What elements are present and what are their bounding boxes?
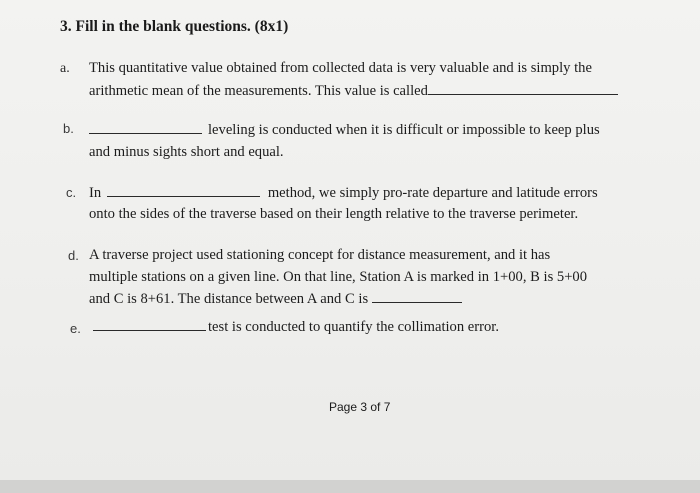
answer-blank-e[interactable] [93,318,206,331]
page-number: Page 3 of 7 [329,400,391,414]
answer-blank-b[interactable] [89,121,202,134]
question-a-letter: a. [60,61,70,76]
question-d-line-3 [89,290,462,308]
question-b-letter: b. [63,121,74,136]
question-e-line-1 [93,318,499,336]
question-d-line-1: A traverse project used stationing concept for distance measurement, and it has [89,247,551,263]
question-c-text-end: method, we simply pro-rate departure and latitude errors [267,185,598,201]
question-d-letter: d. [68,248,79,263]
question-a-line-2 [89,82,618,100]
question-d-line-2: multiple stations on a given line. On that line, Station A is marked in 1+00, B is 5+00 [89,269,588,285]
question-c-text-start: In [89,185,102,201]
question-c-line-2: onto the sides of the traverse based on their length relative to the traverse perimeter. [89,206,579,222]
question-b-line-1 [89,121,600,139]
answer-blank-c[interactable] [107,184,260,197]
question-b-line-2: and minus sights short and equal. [89,144,284,160]
background-strip [0,480,700,493]
section-heading: 3. Fill in the blank questions. (8x1) [60,18,289,35]
question-d-text: and C is 8+61. The distance between A and C is [89,291,369,307]
question-e-letter: e. [70,321,81,336]
question-c-letter: c. [66,185,77,200]
question-e-text: test is conducted to quantify the collimation error. [208,319,499,335]
answer-blank-a[interactable] [428,82,618,95]
question-b-text: leveling is conducted when it is difficult or impossible to keep plus [208,122,600,138]
question-a-line-1: This quantitative value obtained from collected data is very valuable and is simply the [89,60,592,76]
question-c-line-1 [89,184,598,202]
answer-blank-d[interactable] [372,290,462,303]
question-a-text: arithmetic mean of the measurements. This value is called [89,83,428,99]
